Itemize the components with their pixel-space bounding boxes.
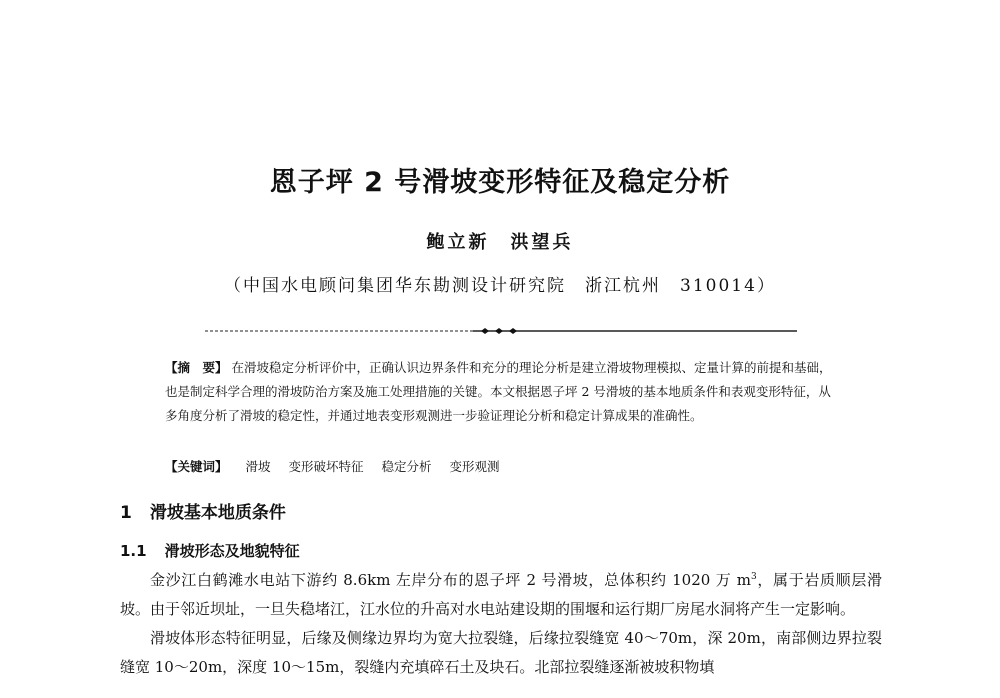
keyword: 变形破坏特征 xyxy=(288,459,364,474)
keywords xyxy=(165,457,837,475)
title-divider xyxy=(205,328,797,334)
abstract xyxy=(165,356,837,428)
superscript: 3 xyxy=(751,572,757,582)
authors: 鲍立新 洪望兵 xyxy=(426,232,574,253)
subsection-heading xyxy=(120,540,300,561)
paragraph: 滑坡体形态特征明显，后缘及侧缘边界均为宽大拉裂缝，后缘拉裂缝宽 40～70m，深 20m，南部侧边界拉裂缝宽 10～20m，深度 10～15m，裂缝内充填碎石土及块石。北部拉裂缝逐渐被坡积物填 xyxy=(120,629,882,676)
paragraph-text: ，属于岩质顺层滑坡。由于邻近坝址，一旦失稳堵江，江水位的升高对水电站建设期的围堰和运行期厂房尾水洞将产生一定影响。 xyxy=(120,571,882,618)
abstract-text: 在滑坡稳定分析评价中，正确认识边界条件和充分的理论分析是建立滑坡物理模拟、定量计算的前提和基础，也是制定科学合理的滑坡防治方案及施工处理措施的关键。本文根据恩子坪 2 号滑坡的基本地质条件和表观变形特征，从多角度分析了滑坡的稳定性，并通过地表变形观测进一步验证理论分析和稳定计算成果的准确性。 xyxy=(165,360,832,423)
paragraph-text: 金沙江白鹤滩水电站下游约 8.6km 左岸分布的恩子坪 2 号滑坡，总体积约 1020 万 m xyxy=(150,571,752,589)
section-title: 滑坡基本地质条件 xyxy=(149,503,286,523)
subsection-number: 1.1 xyxy=(120,542,147,560)
affiliation: （中国水电顾问集团华东勘测设计研究院 浙江杭州 310014） xyxy=(224,276,776,296)
abstract-label: 【摘 要】 xyxy=(165,360,228,375)
body-text xyxy=(120,566,882,682)
keyword: 滑坡 xyxy=(245,459,271,474)
keyword: 稳定分析 xyxy=(381,459,432,474)
keyword: 变形观测 xyxy=(449,459,500,474)
section-heading xyxy=(120,498,286,523)
paragraph xyxy=(120,566,882,624)
section-number: 1 xyxy=(120,503,132,523)
subsection-title: 滑坡形态及地貌特征 xyxy=(164,542,300,560)
keywords-label: 【关键词】 xyxy=(165,459,228,474)
paper-title: 恩子坪 2 号滑坡变形特征及稳定分析 xyxy=(269,167,731,198)
